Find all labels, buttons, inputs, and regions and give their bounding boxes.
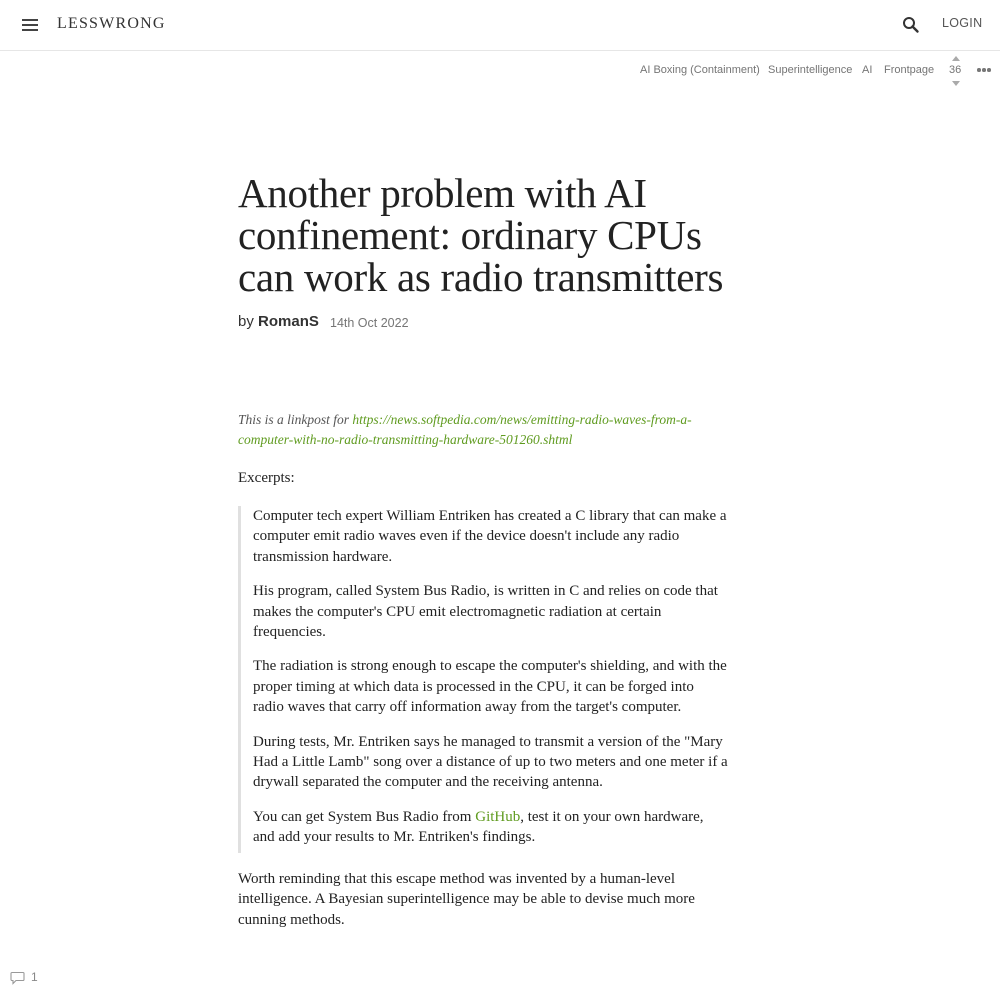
quote-paragraph: The radiation is strong enough to escape the computer's shielding, and with the proper timing at which data is processed in the CPU, it can be forged into radio waves that carry off information away from the target's computer.: [253, 658, 727, 716]
post-body: [238, 410, 738, 930]
tag-superintelligence[interactable]: Superintelligence: [768, 64, 853, 76]
downvote-icon[interactable]: [952, 81, 960, 86]
login-button[interactable]: LOGIN: [942, 16, 983, 30]
byline: [238, 313, 319, 330]
menu-icon[interactable]: [22, 17, 40, 33]
closing-paragraph: Worth reminding that this escape method was invented by a human-level intelligence. A Bayesian superintelligence may be able to devise much more cunning methods.: [238, 870, 695, 928]
tag-frontpage[interactable]: Frontpage: [884, 64, 935, 76]
byline-prefix: by: [238, 313, 254, 330]
github-link[interactable]: GitHub: [475, 808, 521, 825]
site-logo[interactable]: LESSWRONG: [57, 15, 166, 32]
top-header: [0, 0, 1000, 51]
linkpost-url[interactable]: https://news.softpedia.com/news/emitting-radio-waves-from-a-computer-with-no-radio-transmitting-hardware-501260.shtml: [238, 412, 692, 447]
tag-ai-boxing[interactable]: AI Boxing (Containment): [640, 64, 760, 76]
comment-count: 1: [31, 970, 38, 984]
author-link[interactable]: RomanS: [258, 313, 319, 330]
upvote-icon[interactable]: [952, 56, 960, 61]
quote-paragraph: His program, called System Bus Radio, is written in C and relies on code that makes the computer's CPU emit electromagnetic radiation at certain frequencies.: [253, 583, 718, 641]
tag-ai[interactable]: AI: [862, 64, 873, 76]
comment-icon: [10, 971, 25, 985]
quote-text: , test it on your own hardware, and add your results to Mr. Entriken's findings.: [253, 808, 704, 846]
more-options-icon[interactable]: [977, 68, 991, 72]
quote-paragraph: During tests, Mr. Entriken says he managed to transmit a version of the "Mary Had a Little Lamb" song over a distance of up to two meters and one meter if a drywall separated the computer and the receiving antenna.: [253, 733, 728, 791]
post-tags: [0, 64, 1000, 78]
vote-score: 36: [949, 64, 962, 76]
post-date: 14th Oct 2022: [330, 316, 409, 330]
linkpost-prefix: This is a linkpost for: [238, 412, 353, 427]
quote-paragraph: Computer tech expert William Entriken has created a C library that can make a computer emit radio waves even if the device doesn't include any radio transmission hardware.: [253, 508, 727, 565]
linkpost-notice: [238, 410, 738, 450]
search-icon[interactable]: [902, 16, 920, 34]
quote-text: You can get System Bus Radio from: [253, 808, 476, 825]
post-title: Another problem with AI confinement: ordinary CPUs can work as radio transmitters: [238, 170, 724, 300]
blockquote: [238, 506, 728, 853]
excerpts-label: Excerpts:: [238, 470, 295, 486]
quote-paragraph: [253, 807, 728, 853]
